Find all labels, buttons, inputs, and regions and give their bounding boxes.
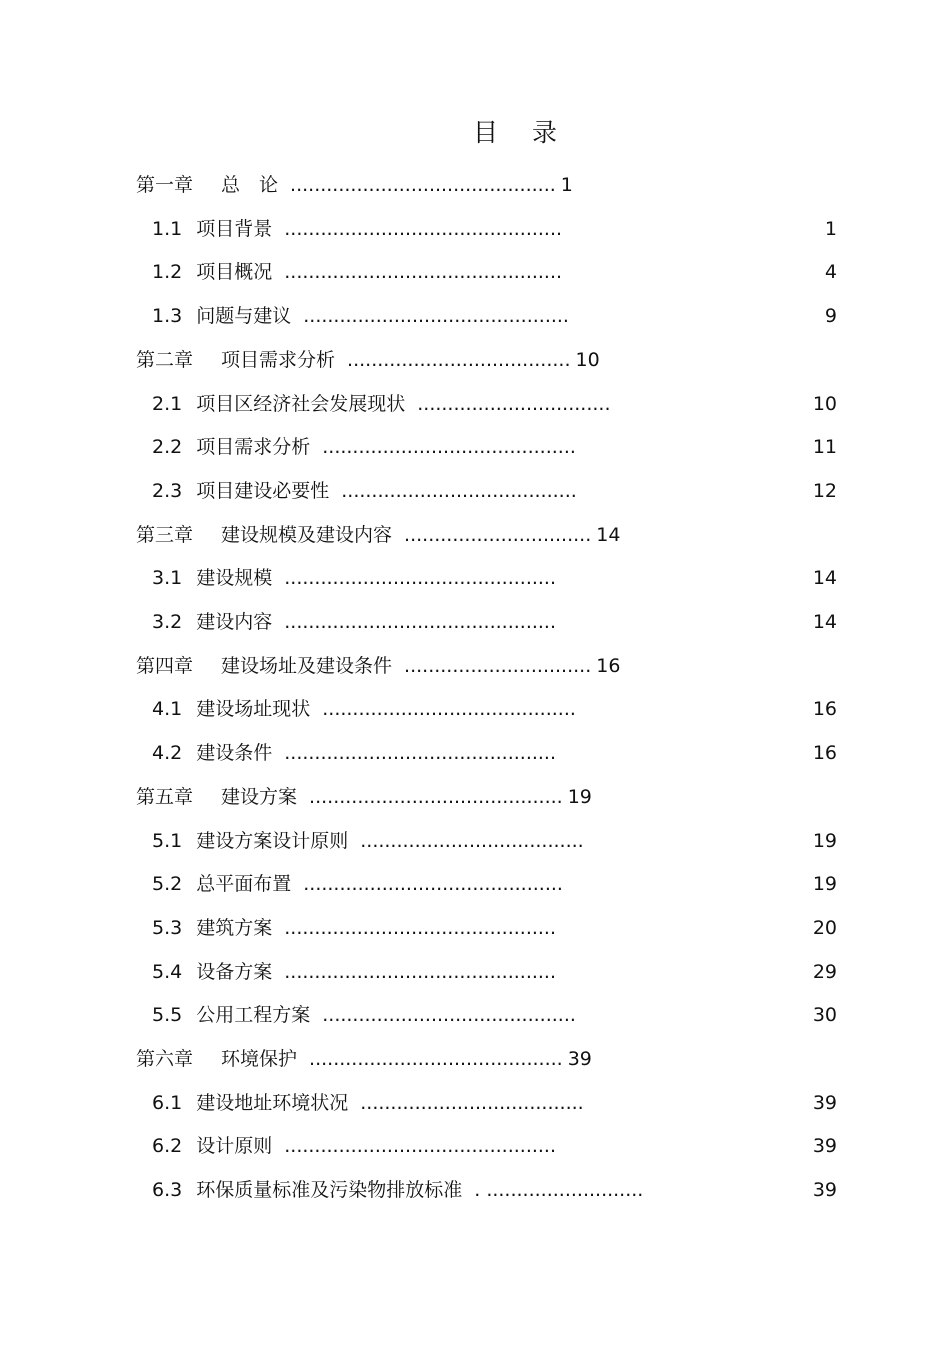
toc-section-row[interactable] bbox=[152, 862, 563, 906]
entry-title: 建设方案设计原则 bbox=[196, 829, 349, 852]
leader-dots: .......................................... bbox=[322, 698, 576, 721]
leader-dots: ........................................... bbox=[303, 873, 563, 896]
entry-title: 建筑方案 bbox=[196, 916, 273, 939]
leader-dots: ..................................... bbox=[360, 1091, 584, 1114]
leader-dots: .......................................... bbox=[309, 1048, 563, 1070]
leader-dots: ....................................... bbox=[341, 479, 577, 502]
entry-title: 环境保护 bbox=[221, 1048, 298, 1070]
section-number: 1.3 bbox=[152, 305, 183, 328]
page-number: 20 bbox=[812, 916, 837, 939]
entry-title: 问题与建议 bbox=[196, 305, 292, 328]
toc-section-row[interactable] bbox=[152, 687, 576, 731]
toc-chapter-row[interactable] bbox=[136, 163, 573, 207]
chapter-label: 第二章 bbox=[136, 348, 194, 371]
page-number: 29 bbox=[812, 960, 837, 983]
page-number: 14 bbox=[812, 611, 837, 633]
entry-title: 建设内容 bbox=[196, 611, 273, 633]
entry-title: 建设地址环境状况 bbox=[196, 1091, 349, 1114]
page-number: 39 bbox=[812, 1091, 837, 1114]
entry-title: 总平面布置 bbox=[196, 873, 292, 896]
toc-section-row[interactable] bbox=[152, 819, 584, 863]
toc-section-row[interactable] bbox=[152, 1168, 643, 1212]
leader-dots: ................................ bbox=[417, 392, 611, 415]
page-number: 14 bbox=[596, 523, 621, 546]
page-number: 19 bbox=[567, 785, 592, 808]
page-number: 12 bbox=[812, 479, 837, 502]
section-number: 3.1 bbox=[152, 567, 183, 590]
toc-chapter-row[interactable] bbox=[136, 338, 600, 382]
section-number: 6.2 bbox=[152, 1135, 183, 1158]
page-number: 10 bbox=[575, 348, 600, 371]
page-number: 39 bbox=[812, 1135, 837, 1158]
chapter-label: 第四章 bbox=[136, 654, 194, 677]
toc-section-row[interactable] bbox=[152, 425, 576, 469]
entry-title: 设计原则 bbox=[196, 1135, 273, 1158]
leader-dots: ............................................ bbox=[303, 305, 569, 328]
section-number: 1.1 bbox=[152, 217, 183, 240]
leader-dots: ............................................. bbox=[284, 1135, 557, 1158]
entry-title: 建设规模 bbox=[196, 567, 273, 590]
toc-section-row[interactable] bbox=[152, 731, 556, 775]
entry-title: 项目背景 bbox=[196, 217, 273, 240]
chapter-label: 第三章 bbox=[136, 523, 194, 546]
leader-dots: .......................................... bbox=[322, 436, 576, 459]
toc-section-row[interactable] bbox=[152, 469, 577, 513]
page-number: 4 bbox=[824, 261, 837, 284]
entry-title: 环保质量标准及污染物排放标准 bbox=[196, 1179, 463, 1202]
leader-dots: ............................................. bbox=[284, 611, 557, 633]
toc-section-row[interactable] bbox=[152, 382, 611, 426]
entry-title: 项目概况 bbox=[196, 261, 273, 284]
entry-title: 建设场址及建设条件 bbox=[221, 654, 393, 677]
page-number: 1 bbox=[560, 174, 573, 196]
leader-dots: ............................................. bbox=[284, 916, 557, 939]
toc-section-row[interactable] bbox=[152, 993, 576, 1037]
toc-section-row[interactable] bbox=[152, 294, 569, 338]
section-number: 2.3 bbox=[152, 479, 183, 502]
chapter-label: 第五章 bbox=[136, 785, 194, 808]
page-title bbox=[0, 113, 950, 149]
section-number: 6.3 bbox=[152, 1179, 183, 1202]
leader-dots: .......................................... bbox=[309, 785, 563, 808]
page-number: 39 bbox=[812, 1179, 837, 1202]
leader-dots: ............................... bbox=[404, 654, 592, 677]
page-number: 1 bbox=[824, 217, 837, 240]
entry-title: 建设方案 bbox=[221, 785, 298, 808]
page-number: 11 bbox=[812, 436, 837, 459]
leader-dots: .......................................... bbox=[322, 1004, 576, 1027]
entry-title: 公用工程方案 bbox=[196, 1004, 311, 1027]
leader-dots: ............................................. bbox=[284, 567, 557, 590]
leader-dots: ............................................. bbox=[284, 960, 557, 983]
section-number: 5.1 bbox=[152, 829, 183, 852]
toc-section-row[interactable] bbox=[152, 250, 562, 294]
page-number: 9 bbox=[824, 305, 837, 328]
section-number: 2.1 bbox=[152, 392, 183, 415]
leader-dots: ............................................ bbox=[290, 174, 556, 196]
section-number: 4.2 bbox=[152, 742, 183, 765]
toc-chapter-row[interactable] bbox=[136, 775, 592, 819]
toc-section-row[interactable] bbox=[152, 556, 556, 600]
leader-dots: . .......................... bbox=[474, 1179, 644, 1202]
entry-title: 建设规模及建设内容 bbox=[221, 523, 393, 546]
page-number: 30 bbox=[812, 1004, 837, 1027]
page-number: 10 bbox=[812, 392, 837, 415]
entry-title: 项目区经济社会发展现状 bbox=[196, 392, 406, 415]
section-number: 5.3 bbox=[152, 916, 183, 939]
leader-dots: .............................................. bbox=[284, 261, 563, 284]
entry-title: 项目需求分析 bbox=[221, 348, 336, 371]
title-char-2: 录 bbox=[532, 118, 558, 147]
title-char-1: 目 bbox=[472, 118, 498, 147]
page-number: 14 bbox=[812, 567, 837, 590]
entry-title: 设备方案 bbox=[196, 960, 273, 983]
toc-section-row[interactable] bbox=[152, 950, 556, 994]
toc-chapter-row[interactable] bbox=[136, 513, 620, 557]
leader-dots: .............................................. bbox=[284, 217, 563, 240]
entry-title: 总 论 bbox=[221, 174, 279, 196]
page-number: 19 bbox=[812, 873, 837, 896]
leader-dots: ..................................... bbox=[360, 829, 584, 852]
toc-section-row[interactable] bbox=[152, 207, 562, 251]
toc-section-row[interactable] bbox=[152, 1081, 584, 1125]
page-number: 39 bbox=[567, 1048, 592, 1070]
toc-section-row[interactable] bbox=[152, 906, 556, 950]
chapter-label: 第六章 bbox=[136, 1048, 194, 1070]
toc-section-row[interactable] bbox=[152, 1124, 556, 1168]
section-number: 2.2 bbox=[152, 436, 183, 459]
page-number: 16 bbox=[812, 742, 837, 765]
chapter-label: 第一章 bbox=[136, 174, 194, 196]
section-number: 5.2 bbox=[152, 873, 183, 896]
leader-dots: ..................................... bbox=[347, 348, 571, 371]
page-number: 16 bbox=[812, 698, 837, 721]
entry-title: 建设场址现状 bbox=[196, 698, 311, 721]
entry-title: 项目建设必要性 bbox=[196, 479, 330, 502]
leader-dots: ............................................. bbox=[284, 742, 557, 765]
section-number: 5.5 bbox=[152, 1004, 183, 1027]
toc-chapter-row[interactable] bbox=[136, 1037, 592, 1081]
page-number: 16 bbox=[596, 654, 621, 677]
section-number: 6.1 bbox=[152, 1091, 183, 1114]
toc-chapter-row[interactable] bbox=[136, 644, 620, 688]
entry-title: 建设条件 bbox=[196, 742, 273, 765]
entry-title: 项目需求分析 bbox=[196, 436, 311, 459]
toc-section-row[interactable] bbox=[152, 600, 556, 644]
page-number: 19 bbox=[812, 829, 837, 852]
leader-dots: ............................... bbox=[404, 523, 592, 546]
section-number: 5.4 bbox=[152, 960, 183, 983]
section-number: 3.2 bbox=[152, 611, 183, 633]
section-number: 4.1 bbox=[152, 698, 183, 721]
section-number: 1.2 bbox=[152, 261, 183, 284]
